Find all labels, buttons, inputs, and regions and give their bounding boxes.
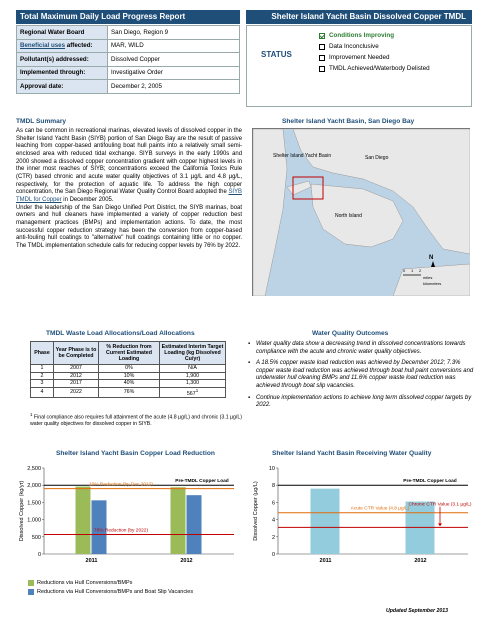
- info-row: [17, 26, 240, 40]
- info-row: [17, 53, 240, 67]
- table-cell-value: 567: [186, 390, 196, 397]
- info-value: San Diego, Region 9: [108, 26, 240, 40]
- alloc-footnote-text: Final compliance also requires full attainment of the acute (4.8 µg/L) and chronic (3.1 µg/L) water quality objectives for dissolved copper in SIYB.: [30, 414, 242, 428]
- map-scale-tick: 2: [419, 268, 422, 273]
- table-row: [31, 380, 226, 388]
- beneficial-uses-link[interactable]: Beneficial uses: [20, 42, 66, 50]
- bar: [76, 487, 91, 554]
- chart2-title: Shelter Island Yacht Basin Receiving Water Quality: [272, 450, 432, 457]
- y-tick-label: 2,000: [27, 483, 41, 490]
- reference-line-label: Pre-TMDL Copper Load: [175, 479, 229, 485]
- table-cell: 2: [31, 372, 54, 380]
- summary-p1-tail: in December 2005.: [61, 196, 114, 203]
- y-tick-label: 0: [37, 552, 41, 558]
- reference-line-label: Pre-TMDL Copper Load: [403, 479, 457, 485]
- info-value: Investigative Order: [108, 66, 240, 80]
- down-arrow-icon: [438, 523, 442, 526]
- status-option-inconclusive: [319, 41, 430, 52]
- copper-load-chart: [16, 460, 242, 578]
- table-row: [31, 365, 226, 373]
- info-key: Approval date:: [17, 80, 108, 94]
- x-tick-label: 2011: [85, 558, 98, 564]
- map-scale-tick: 0: [403, 268, 406, 273]
- info-row: [17, 39, 240, 53]
- legend-swatch-blue: [28, 589, 34, 595]
- table-cell: 2022: [54, 387, 99, 397]
- info-value: MAR, WILD: [108, 39, 240, 53]
- info-key: [17, 39, 108, 53]
- y-tick-label: 6: [271, 500, 275, 507]
- y-tick-label: 8: [271, 483, 275, 490]
- bar: [171, 487, 186, 554]
- summary-paragraph: Under the leadership of the San Diego Unified Port District, the SIYB marinas, boat owners and hull cleaners have implemented a variety of copper reduction best management practices (BMPs) and implementation actions. To date, the most successful copper reduction strategy has been the conversion from copper-based anti-fouling hull coatings to "alternative" hull coatings containing little or no copper. The TMDL implementation schedule calls for reducing copper levels by 76% by 2022.: [16, 204, 242, 249]
- outcome-item: ▪ Continue implementation actions to achieve long term dissolved copper targets by 2022.: [256, 395, 474, 410]
- outcomes-list: [248, 341, 474, 414]
- table-cell: $567^1$: [160, 387, 226, 397]
- y-tick-label: 10: [268, 466, 275, 472]
- siyb-map: [252, 128, 470, 296]
- table-cell: 2017: [54, 380, 99, 388]
- chart1-legend-item: [28, 589, 193, 595]
- x-tick-label: 2012: [414, 558, 427, 564]
- col-year: Year Phase is to be Completed: [54, 342, 99, 365]
- info-key: Regional Water Board: [17, 26, 108, 40]
- col-target: Estimated Interim Target Loading (kg Dissolved Cu/yr): [160, 342, 226, 365]
- table-cell: 2007: [54, 365, 99, 373]
- bar: [92, 500, 107, 554]
- chart1-legend-item: [28, 580, 132, 586]
- table-cell: 0%: [99, 365, 160, 373]
- allocations-table: [30, 341, 226, 398]
- info-table: [16, 25, 240, 94]
- summary-title: TMDL Summary: [16, 118, 67, 125]
- status-option-label: Conditions Improving: [329, 32, 395, 39]
- table-cell: 10%: [99, 372, 160, 380]
- info-key-rest: affected:: [65, 42, 93, 50]
- map-scale-miles: miles: [423, 275, 433, 280]
- table-header-row: [31, 342, 226, 365]
- y-axis-label: Dissolved Copper (kg/yr): [19, 480, 25, 542]
- info-key: Pollutant(s) addressed:: [17, 53, 108, 67]
- checkbox-checked-icon: [319, 33, 325, 39]
- legend-label: Reductions via Hull Conversions/BMPs and Boat Slip Vacancies: [37, 589, 194, 595]
- table-cell: 40%: [99, 380, 160, 388]
- status-option-achieved: [319, 63, 430, 74]
- table-cell: 1,300: [160, 380, 226, 388]
- col-phase: Phase: [31, 342, 54, 365]
- info-row: [17, 66, 240, 80]
- status-label: STATUS: [261, 50, 292, 59]
- map-title: Shelter Island Yacht Basin, San Diego Bay: [282, 118, 415, 125]
- map-label-siyb: Shelter Island Yacht Basin: [273, 153, 332, 159]
- map-scale-km: kilometers: [423, 281, 442, 286]
- table-row: [31, 387, 226, 397]
- table-row: [31, 372, 226, 380]
- updated-date: Updated September 2013: [386, 608, 448, 614]
- siyb-tmdl-link[interactable]: SIYB TMDL for Copper: [16, 189, 242, 203]
- chart1-title: Shelter Island Yacht Basin Copper Load Reduction: [56, 450, 215, 457]
- y-tick-label: 1,000: [27, 517, 41, 524]
- y-tick-label: 2,500: [27, 466, 41, 472]
- info-key: Implemented through:: [17, 66, 108, 80]
- map-scale-tick: 1: [411, 268, 414, 273]
- bar: [311, 489, 340, 554]
- status-box: [246, 25, 472, 107]
- reference-line-label: Acute CTR Value (4.8 µg/L): [350, 506, 410, 512]
- table-cell: 76%: [99, 387, 160, 397]
- legend-label: Reductions via Hull Conversions/BMPs: [37, 580, 133, 586]
- alloc-title: TMDL Waste Load Allocations/Load Allocations: [46, 330, 195, 337]
- outcomes-title: Water Quality Outcomes: [312, 330, 389, 337]
- status-option-label: Improvement Needed: [329, 54, 390, 61]
- checkbox-icon: [319, 44, 325, 50]
- summary-text: [16, 128, 242, 251]
- tmdl-title: Shelter Island Yacht Basin Dissolved Copper TMDL: [246, 10, 472, 24]
- map-graphic: [253, 129, 470, 296]
- status-option-improvement-needed: [319, 52, 430, 63]
- reference-line-label: 76% Reduction (by 2022): [93, 528, 149, 534]
- y-tick-label: 500: [31, 534, 41, 541]
- summary-p1: As can be common in recreational marinas, elevated levels of dissolved copper in the Shelter Island Yacht Basin (SIYB) portion of San Diego Bay are the result of passive leaching from copper-based antifouling boat hull paints into a relatively small semi-enclosed area with reduced tidal exchange. SIYB surveys in the early 1990s and 2000 showed a dissolved copper concentration gradient with copper highest levels in the inner most reaches of SIYB; concentrations exceed the California Toxics Rule (CTR) based chronic and acute water quality objectives of 3.1 µg/L and 4.8 µg/L, respectively, for the protection of aquatic life. To address the high copper concentration, the San Diego Regional Water Quality Control Board adopted the: [16, 128, 242, 196]
- report-title: Total Maximum Daily Load Progress Report: [16, 10, 240, 24]
- info-value: Dissolved Copper: [108, 53, 240, 67]
- info-row: [17, 80, 240, 94]
- status-option-label: TMDL Achieved/Waterbody Delisted: [329, 65, 430, 72]
- info-value: December 2, 2005: [108, 80, 240, 94]
- y-tick-label: 0: [271, 552, 275, 558]
- x-tick-label: 2012: [180, 558, 193, 564]
- legend-swatch-green: [28, 580, 34, 586]
- reference-line-label: Chronic CTR Value (3.1 µg/L): [408, 502, 472, 508]
- table-cell: 4: [31, 387, 54, 397]
- y-tick-label: 4: [271, 517, 275, 524]
- map-label-north-island: North Island: [335, 213, 362, 219]
- bar: [187, 495, 202, 554]
- table-cell: 2012: [54, 372, 99, 380]
- status-options: [319, 30, 430, 74]
- reference-line-label: 10% Reduction (by Dec 2012): [89, 482, 153, 488]
- table-cell: N/A: [160, 365, 226, 373]
- status-option-improving: [319, 30, 430, 41]
- summary-paragraph: [16, 128, 242, 205]
- table-cell: 3: [31, 380, 54, 388]
- col-reduction: % Reduction from Current Estimated Loading: [99, 342, 160, 365]
- checkbox-icon: [319, 66, 325, 72]
- status-option-label: Data Inconclusive: [329, 43, 379, 50]
- y-tick-label: 2: [271, 534, 275, 541]
- x-tick-label: 2011: [319, 558, 332, 564]
- outcome-item: ▪ A 18.5% copper waste load reduction was achieved by December 2012; 7.3% copper waste load reduction was achieved through boat hull paint conversions and underwater hull cleaning BMPs and 11.6% copper waste load reduction was achieved through boat slip vacancies.: [256, 360, 474, 390]
- y-axis-label: Dissolved Copper (µg/L): [253, 481, 259, 541]
- map-north-label: N: [429, 255, 434, 261]
- checkbox-icon: [319, 55, 325, 61]
- table-cell: 1,900: [160, 372, 226, 380]
- outcome-item: ▪ Water quality data show a decreasing trend in dissolved concentrations towards compliance with the acute and chronic water quality objectives.: [256, 341, 474, 356]
- y-tick-label: 1,500: [27, 500, 41, 507]
- alloc-footnote: $^1$ Final compliance also requires full attainment of the acute (4.8 µg/L) and chronic (3.1 µg/L) water quality objectives for dissolved copper in SIYB.: [30, 412, 242, 428]
- table-cell: 1: [31, 365, 54, 373]
- map-label-sandiego: San Diego: [365, 155, 389, 161]
- water-quality-chart: [250, 460, 474, 578]
